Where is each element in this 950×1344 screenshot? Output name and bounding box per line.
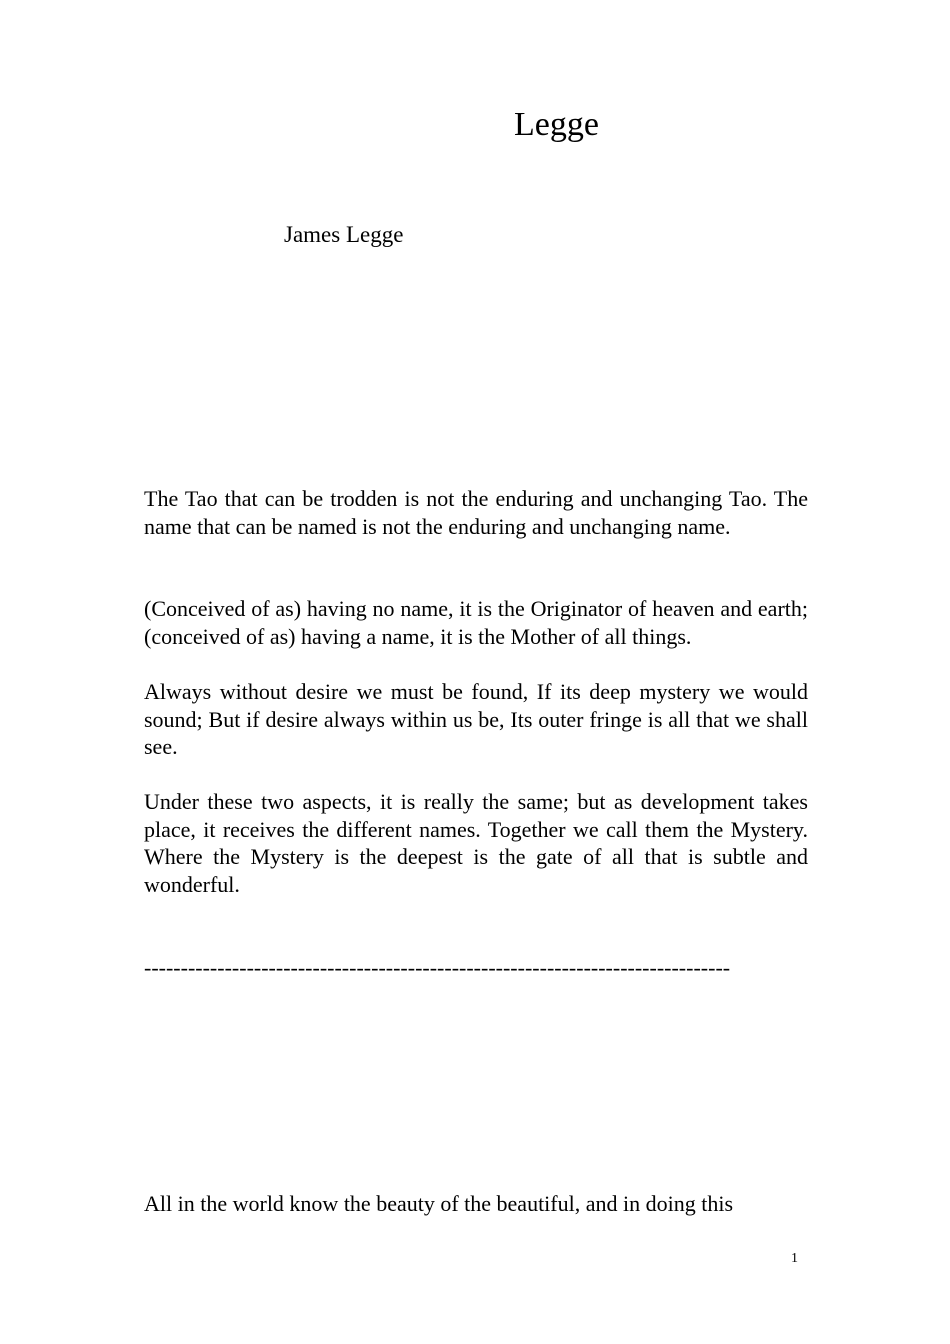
page-number: 1: [791, 1251, 798, 1266]
paragraph-4: Under these two aspects, it is really the same; but as development takes place, it receives the different names. Together we call them the Mystery. Where the Mystery is the deepest is the gate of all that is subtle and wonderful.: [144, 789, 808, 897]
section-separator: --------------------------------------------------------------------------------: [144, 955, 731, 980]
author-name: James Legge: [284, 222, 404, 247]
next-paragraph: All in the world know the beauty of the beautiful, and in doing this: [144, 1191, 734, 1216]
paragraph-3: Always without desire we must be found, If its deep mystery we would sound; But if desire always within us be, Its outer fringe is all that we shall see.: [144, 679, 808, 759]
paragraph-1: The Tao that can be trodden is not the enduring and unchanging Tao. The name that can be named is not the enduring and unchanging name.: [144, 486, 808, 539]
paragraph-2: (Conceived of as) having no name, it is the Originator of heaven and earth; (conceived of as) having a name, it is the Mother of all things.: [144, 596, 808, 649]
document-title: Legge: [514, 106, 599, 143]
